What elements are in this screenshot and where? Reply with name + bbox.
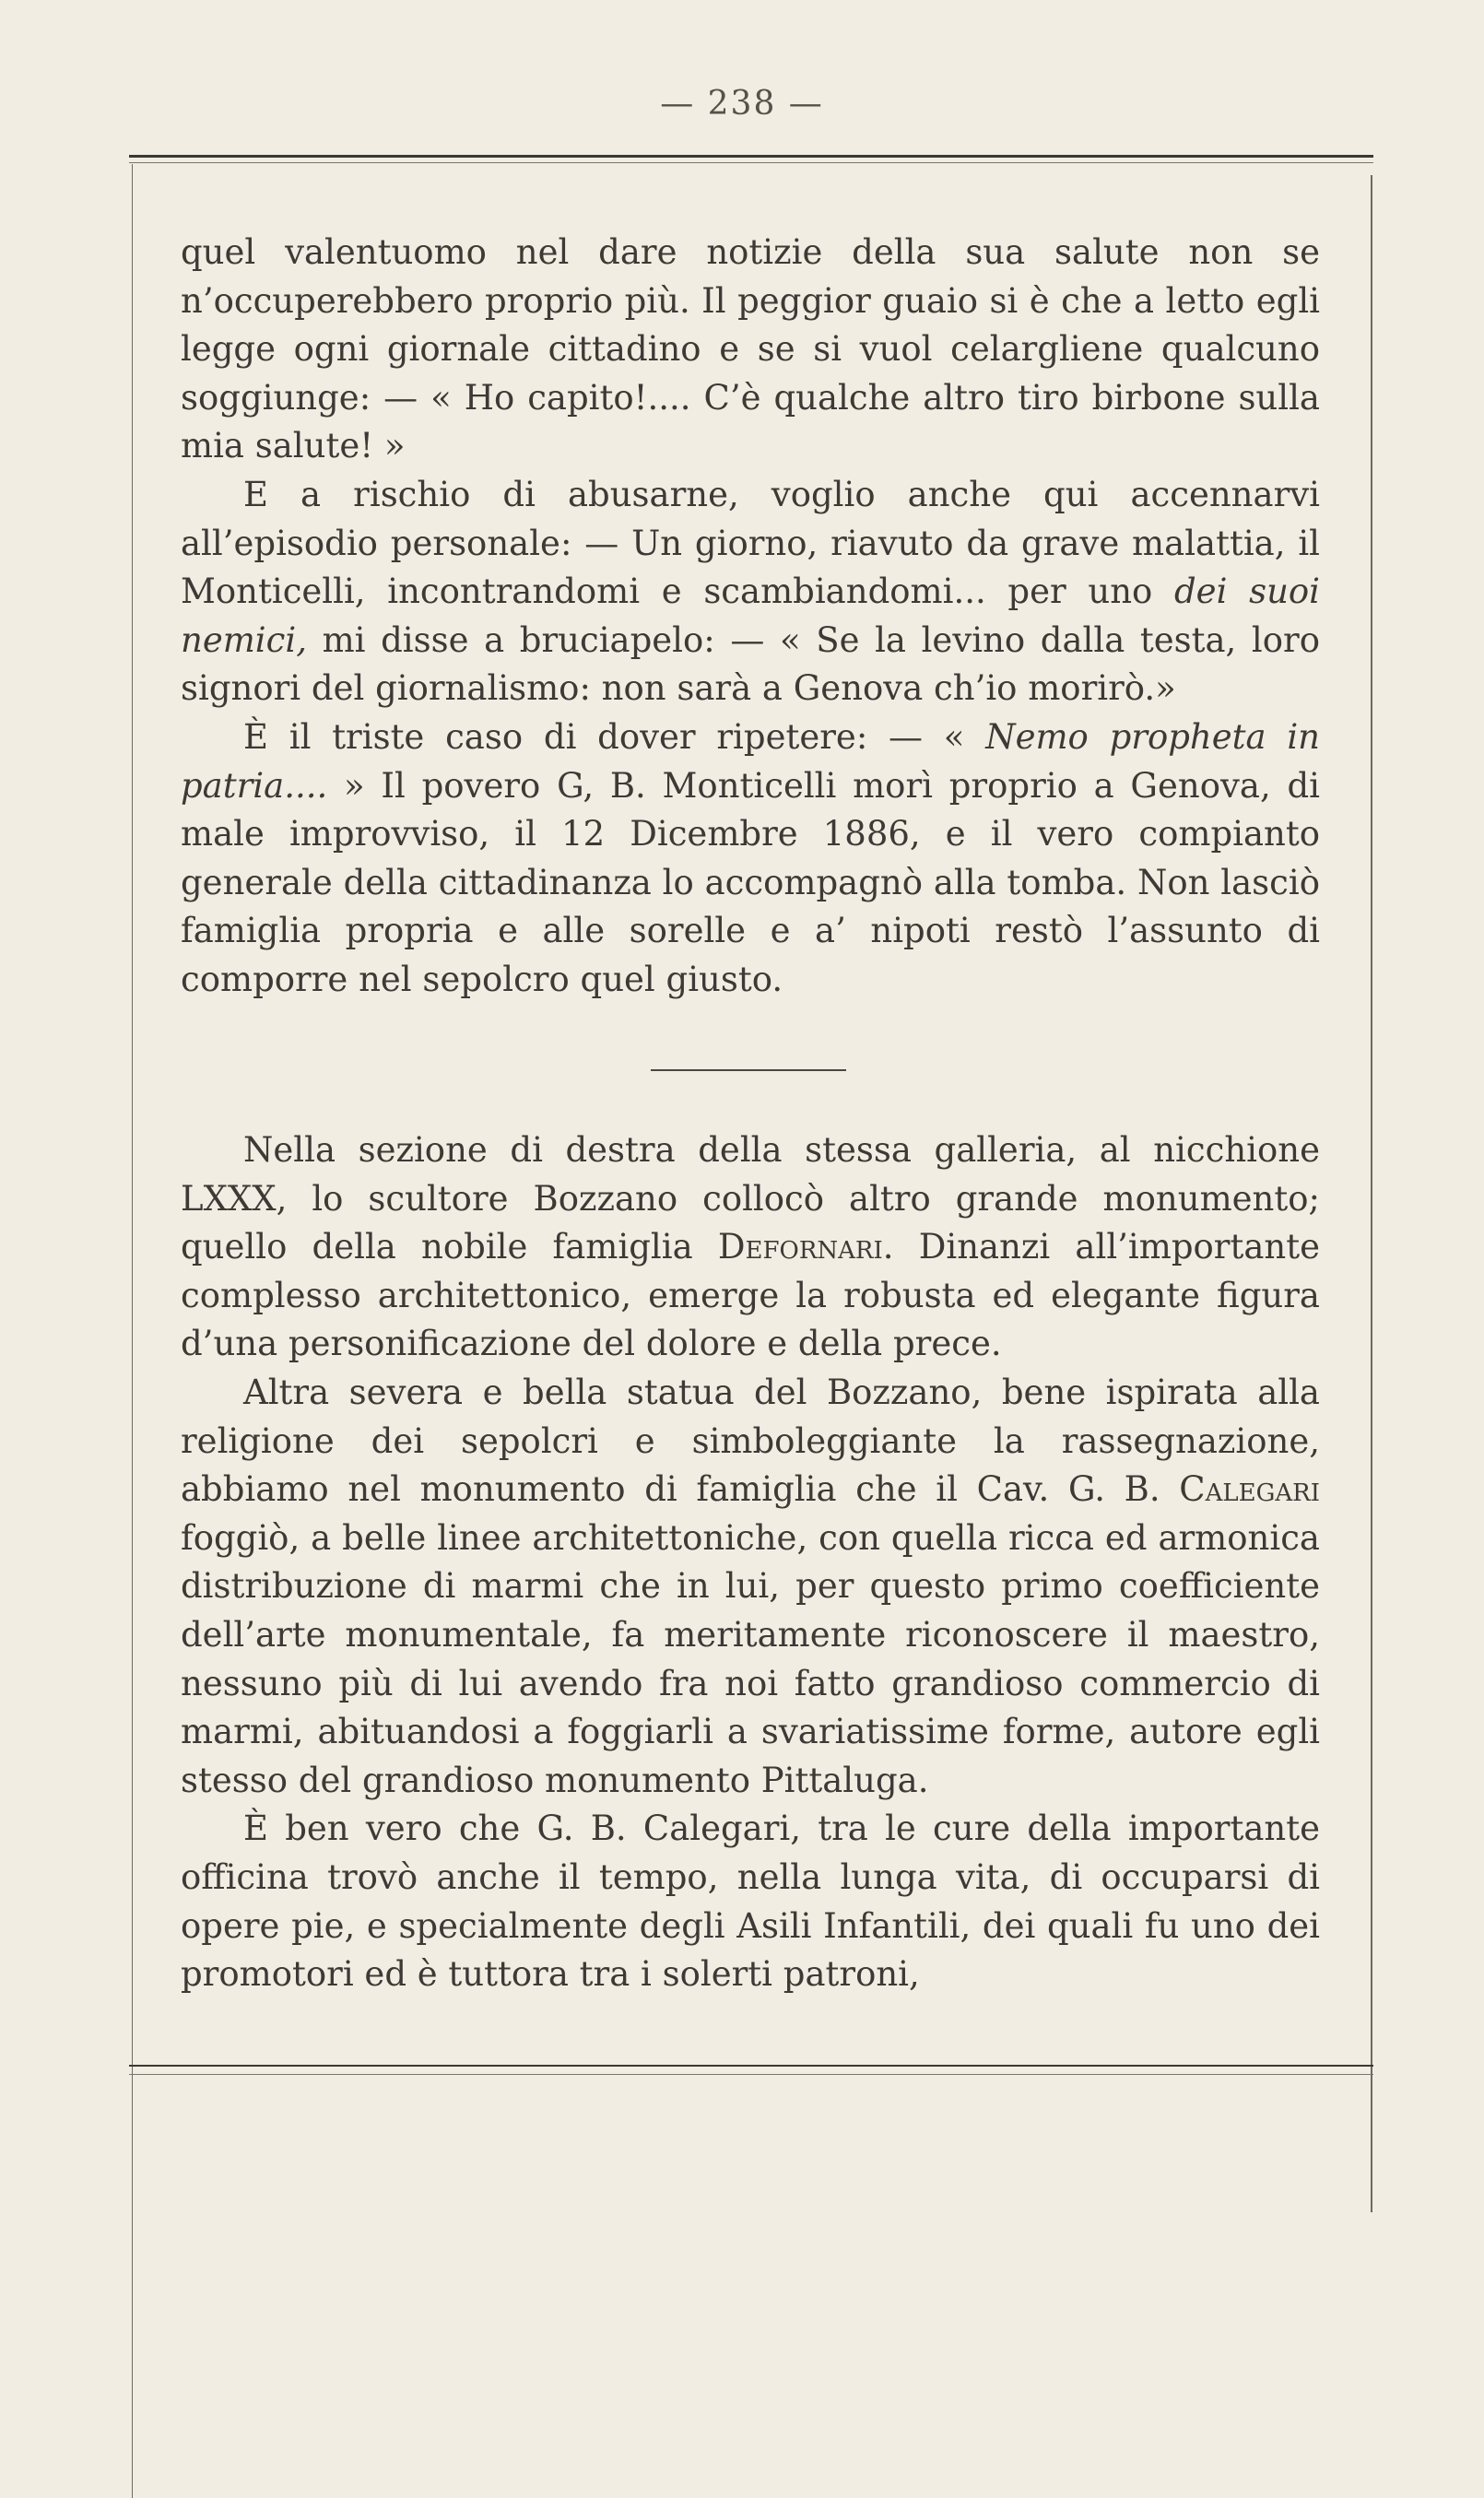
paragraph: Nella sezione di destra della stessa galleria, al nicchione LXXX, lo scultore Bozzano collocò altro grande monumento; quello della nobile famiglia Defornari. Dinanzi all’importante complesso architettonico, emerge la robusta ed elegante figura d’una personificazione del dolore e della prece. [181,1130,1320,1364]
text-section-1 [181,229,1320,1005]
paragraph: Altra severa e bella statua del Bozzano, bene ispirata alla religione dei sepolcri e simboleggiante la rassegnazione, abbiamo nel monumento di famiglia che il Cav. G. B. Calegari foggiò, a belle linee architettoniche, con quella ricca ed armonica distribuzione di marmi che in lui, per questo primo coefficiente dell’arte monumentale, fa meritamente riconoscere il maestro, nessuno più di lui avendo fra noi fatto grandioso commercio di marmi, abituandosi a foggiarli a svariatissime forme, autore egli stesso del grandioso monumento Pittaluga. [181,1372,1320,1800]
frame-right-rule [1371,175,1372,2212]
frame-bottom-rule [129,2065,1373,2067]
page-number: — 238 — [660,85,824,123]
frame-bottom-rule-thin [129,2074,1373,2075]
paragraph: E a rischio di abusarne, voglio anche qui accennarvi all’episodio personale: — Un giorno, riavuto da grave malattia, il Monticelli, incontrandomi e scambiandomi... per uno dei suoi nemici, mi disse a bruciapelo: — « Se la levino dalla testa, loro signori del giornalismo: non sarà a Genova ch’io morirò.» [181,474,1321,709]
paragraph: quel valentuomo nel dare notizie della sua salute non se n’occuperebbero proprio più. Il peggior guaio si è che a letto egli legge ogni giornale cittadino e se si vuol celargliene qualcuno soggiunge: — « Ho capito!.... C’è qualche altro tiro birbone sulla mia salute! » [181,232,1320,466]
frame-top-rule-thin [129,162,1373,163]
frame-left-rule [132,164,133,2498]
section-separator [651,1069,846,1071]
frame-top-rule [129,155,1373,158]
text-section-2 [181,1126,1320,1999]
paragraph: È il triste caso di dover ripetere: — « Nemo propheta in patria.... » Il povero G, B. Monticelli morì proprio a Genova, di male improvviso, il 12 Dicembre 1886, e il vero compianto generale della cittadinanza lo accompagnò alla tomba. Non lasciò famiglia propria e alle sorelle e a’ nipoti restò l’assunto di comporre nel sepolcro quel giusto. [181,716,1320,999]
paragraph: È ben vero che G. B. Calegari, tra le cure della importante officina trovò anche il tempo, nella lunga vita, di occuparsi di opere pie, e specialmente degli Asili Infantili, dei quali fu uno dei promotori ed è tuttora tra i solerti patroni, [181,1809,1320,1995]
